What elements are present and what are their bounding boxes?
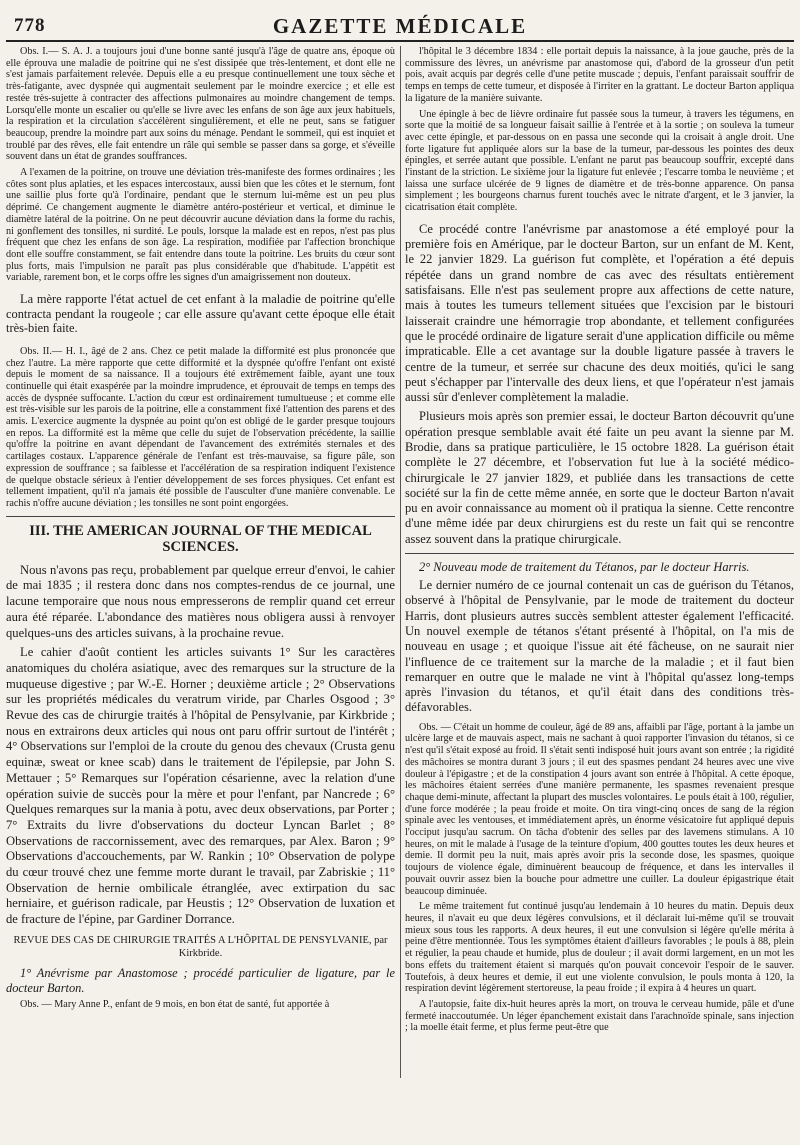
observation-2-paragraph: Obs. II.— H. I., âgé de 2 ans. Chez ce petit malade la difformité est plus prononcée que chez l'autre. La mère rapporte que cette difformité et la dyspnée qu'offre l'enfant ont existé depuis le moment de sa naissance. Il a toujours été extrêmement faible, ayant une toux continuelle qui était exaspérée par la moindre imprudence, et éprouvait de temps en temps des accès de dyspnée suffocante. L'action du cœur est ordinairement tumultueuse ; et comme elle est très-visible sur les parois de la poitrine, elle a constamment fixé l'attention des parens et des amis. L'exercice augmente la dyspnée au point qu'on est obligé de le garder presque toujours en repos. La difformité est la même que celle du sujet de l'observation précédente, la saillie qu'offre la poitrine en avant dépendant de l'avancement des extrémités sternales et des cartilages costaux. L'apparence générale de l'enfant est très-mauvaise, sa figure pâle, son expression de souffrance ; sa faiblesse et l'accélération de sa respiration indiquent l'existence de quelque obstacle sérieux à l'entier développement de ses forces physiques. Cet enfant est tellement impatient, qu'il n'a jamais été possible de l'ausculter d'une manière convenable. Le rachis n'offre aucune déviation ; les tonsilles ne sont point engorgées.: [6, 345, 395, 509]
aneurisme-heading: 1° Anévrisme par Anastomose ; procédé particulier de ligature, par le docteur Barton.: [6, 965, 395, 995]
two-column-body: [6, 46, 794, 1038]
revue-subheading: REVUE DES CAS DE CHIRURGIE TRAITÉS A L'HÔPITAL DE PENSYLVANIE, par Kirkbride.: [13, 934, 388, 959]
tetanos-heading: 2° Nouveau mode de traitement du Tétanos, par le docteur Harris.: [419, 560, 750, 575]
mother-report-paragraph: La mère rapporte l'état actuel de cet enfant à la maladie de poitrine qu'elle contracta pendant la rougeole ; car elle assure qu'avant cette époque elle était très-bien faite.: [6, 292, 395, 336]
observation-mary-paragraph: Obs. — Mary Anne P., enfant de 9 mois, en bon état de santé, fut apportée à: [20, 998, 330, 1010]
section-heading: III. THE AMERICAN JOURNAL OF THE MEDICAL SCIENCES.: [29, 522, 372, 555]
brodie-paragraph: Plusieurs mois après son premier essai, le docteur Barton découvrit qu'une opération presque semblable avait été faite un peu avant la sienne par M. Brodie, dans sa pratique particulière, le 15 octobre 1828. La guérison était complète le 27 décembre, et l'observation fut lue à la société médico-chirurgicale le 27 janvier 1829, et publiée dans les transactions de cette société sur la fin de cette même année, en sorte que le docteur Barton n'avait pu en avoir connaissance au moment où il pratiqua la sienne. Cette rencontre d'une même idée par deux chirurgiens est du reste un fait qui se rencontre assez souvent dans la pratique chirurgicale.: [405, 409, 794, 546]
observation-1-paragraph: Obs. I.— S. A. J. a toujours joui d'une bonne santé jusqu'à l'âge de quatre ans, époque où elle éprouva une maladie de poitrine qui ne s'est dissipée que très-lentement, et dont elle ne s'est jamais parfaitement relevée. Depuis elle a eu presque continuellement une toux sèche et très-fatigante, avec dyspnée qui augmentait seulement par le moindre exercice ; et elle est restée très-sujette à contracter des affections pulmonaires au moindre changement de temps. Lorsqu'elle monte un escalier ou qu'elle se livre avec les enfans de son âge aux jeux habituels, la respiration et la circulation s'accélèrent singulièrement, et elle ne peut, sans se fatiguer beaucoup, prendre la moindre part aux soins du ménage. Pendant le sommeil, qui est inquiet et troublé par des rêves, elle fait entendre un râle qui semble se passer dans sa gorge, et s'éveille souvent dans un état de grandes souffrances.: [6, 46, 395, 163]
column-divider: [400, 46, 401, 1078]
journal-contents-paragraph: Le cahier d'août contient les articles suivants 1° Sur les caractères anatomiques du choléra asiatique, avec des remarques sur la structure de la muqueuse digestive ; par W.-E. Horner ; deuxième article ; 2° Observations sur les propriétés médicales du veratrum viride, par Charles Osgood ; 3° Revue des cas de chirurgie traités à l'hôpital de Pensylvanie, par Kirkbride ; nous en extrairons deux articles qui nous ont paru offrir surtout de l'intérêt ; 4° Observations sur l'emploi de la croute du genou des chevaux (Crusta genu equinæ, sweat or knee scab) dans le traitement de l'épilepsie, par John S. Mettauer ; 5° Remarques sur l'opération césarienne, avec la relation d'une opération suivie de succès pour la mère et pour l'enfant, par Nancrede ; 6° Quelques remarques sur la mania à potu, avec deux observations, par Porter ; 7° Extraits du livre d'observations du docteur Lyncan Barlet ; 8° Observations de raccornissement, avec des remarques, par Alex. Baron ; 9° Observations d'accouchements, par W. Rankin ; 10° Observation de polype du cœur trouvé chez une femme morte durant le travail, par Zabriskie ; 11° Observation de hernie ombilicale étranglée, avec extirpation du sac herniaire, et guérison radicale, par Heustis ; 12° Observation de luxation et de fracture de l'épine, par Gardiner Dorrance.: [6, 645, 395, 927]
autopsy-paragraph: A l'autopsie, faite dix-huit heures après la mort, on trouva le cerveau humide, pâle et d'une fermeté inaccoutumée. Un léger épanchement existait dans l'arachnoïde spinale, sans injection ; la moelle était ferme, et plus ferme peut-être que: [405, 998, 794, 1034]
left-column: [6, 46, 395, 1038]
aneurisme-continued-paragraph: l'hôpital le 3 décembre 1834 : elle portait depuis la naissance, à la joue gauche, près de la commissure des lèvres, un anévrisme par anastomose qui, d'abord de la grosseur d'un petit pois, avait acquis par degrés celle d'une petite muscade ; depuis, l'enfant paraissait souffrir de temps en temps de cette tumeur, et disposée à l'irriter en la grattant. Le docteur Barton appliqua la ligature de la manière suivante.: [405, 46, 794, 104]
journal-intro-paragraph: Nous n'avons pas reçu, probablement par quelque erreur d'envoi, le cahier de mai 1835 ; il restera donc dans nos comptes-rendus de ce journal, une lacune temporaire que nous nous empresserons de remplir quand cet erreur aura été réparée. L'abondance des matières nous obligera aussi à renvoyer quelques-uns des articles suivans, à la prochaine revue.: [6, 562, 395, 640]
chest-exam-paragraph: A l'examen de la poitrine, on trouve une déviation très-manifeste des formes ordinaires ; les côtes sont plus aplaties, et les espaces intercostaux, aussi bien que les côtes et le sternum, font une saillie plus forte qu'à l'ordinaire, pendant que le sternum lui-même est un peu plus déprimé. Ce changement augmente le diamètre antéro-postérieur et vertical, et diminue le diamètre latéral de la poitrine. On ne peut découvrir aucune déviation dans la forme du rachis, ni gonflement des tonsilles, ni surdité. Le pouls, lorsque la malade est en repos, n'est pas plus fréquent que chez les enfans de son âge. La respiration, modifiée par l'affection bronchique dont elle souffre constamment, se fait entendre dans toute la poitrine. Les bruits du cœur sont plus forts, mais l'impulsion ne paraît pas plus considérable que d'habitude. L'appétit est variable, rarement bon, et le corps offre les signes d'un amaigrissement non douteux.: [6, 167, 395, 284]
subsection-rule: [405, 553, 794, 554]
page-number: 778: [14, 15, 46, 36]
tetanos-observation-paragraph: Obs. — C'était un homme de couleur, âgé de 89 ans, affaibli par l'âge, portant à la jambe un ulcère large et de mauvais aspect, mais ne sachant à quoi rapporter l'invasion du tétanos, si ce n'est qu'il s'était exposé au froid. Il s'était senti indisposé huit jours avant son entrée ; la rigidité des mâchoires se montra durant 3 jours ; il eut des spasmes pendant 24 heures avec une vive douleur à l'épigastre ; et de la constipation 4 jours avant son entrée à l'hôpital. A cette époque, les mâchoires étaient serrées d'une manière permanente, les spasmes revenaient presque chaque demi-minute, affectant la plupart des muscles volontaires. Le pouls était à 100, régulier, d'une force modérée ; la peau froide et moite. On tira vingt-cinq onces de sang de la région spinale avec les ventouses, et immédiatement après, un énorme vésicatoire fut appliqué depuis l'occiput jusqu'au sacrum. On tâcha d'obtenir des selles par des lavemens stimulans. A 10 heures, on mit le malade à l'usage de la teinture d'opium, 400 gouttes toutes les deux heures et demie. Il dormit peu la nuit, mais après avoir pris la seconde dose, les spasmes, quoique toujours de violence égale, diminuèrent beaucoup de fréquence, et dans les intervalles il pouvait ouvrir assez bien la bouche pour admettre une cuiller. La douleur épigastrique était beaucoup diminuée.: [405, 721, 794, 897]
section-rule: [6, 516, 395, 517]
tetanos-intro-paragraph: Le dernier numéro de ce journal contenait un cas de guérison du Tétanos, observé à l'hôpital de Pensylvanie, par le mode de traitement du docteur Harris, dont plusieurs autres succès semblent attester également l'efficacité. Un nouvel exemple de tétanos s'étant présenté à l'hôpital, on l'a mis de nouveau en usage ; et quoique l'issue ait été fâcheuse, on ne saurait nier l'influence de ce traitement sur la marche de la maladie ; et il faut bien remarquer en outre que le malade ne vint à l'hôpital qu'assez long-temps après l'invasion du tétanos, et qu'il était dans des conditions très-défavorables.: [405, 578, 794, 715]
ligature-procedure-paragraph: Une épingle à bec de lièvre ordinaire fut passée sous la tumeur, à travers les tégumens, en sorte que la moitié de sa longueur faisait saillie à l'entrée et à la sortie ; on souleva la tumeur avec cette épingle, et par-dessous on en passa une seconde qui la croisait à angle droit. Une forte ligature fut appliquée alors sur la base de la tumeur, par-dessous les pointes des deux épingles, et serrée autant que possible. L'enfant ne parut pas beaucoup souffrir, excepté dans l'instant de la striction. Le sixième jour la ligature fut enlevée ; l'escarre tomba le neuvième ; et laissa une surface ulcérée de 9 lignes de diamètre et de très-bonne apparence. On pansa simplement ; les bourgeons charnus furent touchés avec le nitrate d'argent, et le 3 janvier, la cicatrisation était complète.: [405, 108, 794, 214]
procedure-discussion-paragraph: Ce procédé contre l'anévrisme par anastomose a été employé pour la première fois en Amérique, par le docteur Barton, sur un enfant de M. Kent, le 22 janvier 1829. La guérison fut complète, et l'opération a été depuis répétée dans un grand nombre de cas avec des résultats entièrement satisfaisans. Elle n'est pas seulement propre aux affections de cette nature, mais à toutes les tumeurs tellement situées que l'excision par le bistouri laisserait craindre une hémorragie trop abondante, et tellement configurées que le procédé ordinaire de ligature serait d'une application difficile ou même impraticable. Elle a cet avantage sur la double ligature passée à travers le centre de la tumeur, et serrée sur chacune des deux moitiés, qu'ici le sang peut s'échapper par l'intervalle des deux liens, et que l'opérateur n'est jamais aussi sûr d'enlever complètement la maladie.: [405, 221, 794, 405]
right-column: [405, 46, 794, 1038]
treatment-continued-paragraph: Le même traitement fut continué jusqu'au lendemain à 10 heures du matin. Depuis deux heures, il n'avait eu que deux légères convulsions, et il déclarait lui-même qu'il se trouvait mieux sous tous les rapports. A deux heures, il eut une convulsion si légère qu'elle mérita à peine d'être mentionnée. Tous les symptômes étaient d'ailleurs favorables ; le pouls à 88, plein et régulier, la peau chaude et humide, plus de douleur ; il avait dormi largement, en un mot les bons effets du traitement étaient si marqués qu'on pouvait concevoir l'espoir de le sauver. Toutefois, à deux heures et demie, il eut une violente convulsion, le pouls monta à 120, la respiration devint légèrement stertoreuse, la peau froide ; il expira à 4 heures un quart.: [405, 901, 794, 995]
journal-title: GAZETTE MÉDICALE: [272, 14, 528, 38]
page-header: [6, 12, 794, 42]
